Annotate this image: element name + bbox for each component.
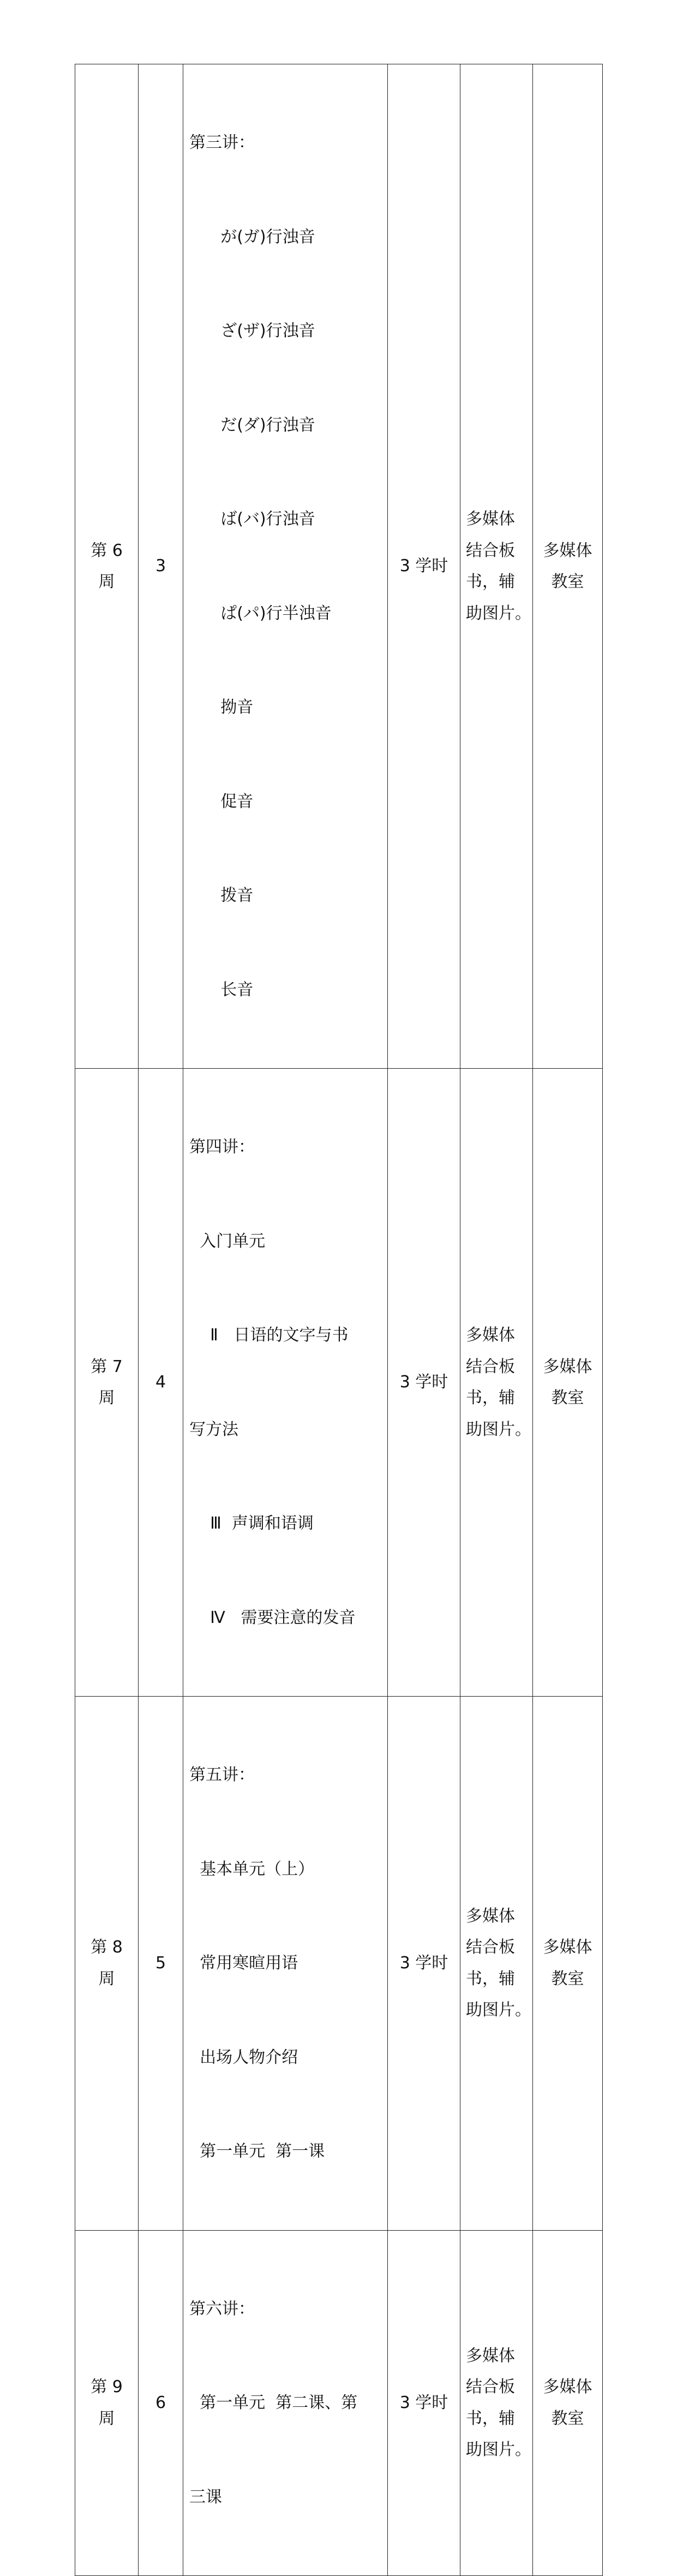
content-line: 基本单元（上） (189, 1859, 315, 1879)
content-line: 第四讲： (189, 1137, 255, 1157)
content-line: 第三讲： (189, 133, 255, 152)
content-line: だ(ダ)行浊音 (189, 415, 315, 435)
content-line: 常用寒暄用语 (189, 1954, 298, 1973)
content-line: 促音 (189, 792, 254, 811)
content-line: ぱ(パ)行半浊音 (189, 603, 332, 623)
content-cell (183, 2230, 388, 2576)
content-line: Ⅲ 声调和语调 (189, 1514, 314, 1533)
table-row (75, 64, 603, 1069)
content-line: 第六讲： (189, 2299, 255, 2319)
content-line: ば(バ)行浊音 (189, 510, 315, 529)
location-cell: 多媒体 教室 (533, 64, 603, 1069)
hours-cell: 3 学时 (388, 1697, 460, 2231)
content-cell (183, 1069, 388, 1697)
content-line: 入门单元 (189, 1231, 266, 1251)
content-line: 第一单元 第一课 (189, 2142, 325, 2161)
week-cell: 第 7 周 (75, 1069, 139, 1697)
schedule-table (75, 64, 603, 2576)
session-number-cell: 4 (139, 1069, 183, 1697)
session-number-cell: 3 (139, 64, 183, 1069)
week-cell: 第 9 周 (75, 2230, 139, 2576)
hours-cell: 3 学时 (388, 1069, 460, 1697)
content-line: 拨音 (189, 886, 254, 905)
content-line: Ⅳ 需要注意的发音 (189, 1608, 356, 1627)
content-line: 长音 (189, 980, 254, 999)
content-line: 拗音 (189, 698, 254, 717)
table-row (75, 1697, 603, 2231)
content-line: ざ(ザ)行浊音 (189, 321, 315, 340)
content-line: Ⅱ 日语的文字与书 (189, 1326, 349, 1345)
content-line: 第五讲： (189, 1765, 255, 1784)
content-line: 第一单元 第二课、第 (189, 2393, 358, 2412)
teaching-method-cell: 多媒体 结合板 书，辅 助图片。 (460, 64, 533, 1069)
hours-cell: 3 学时 (388, 2230, 460, 2576)
location-cell: 多媒体 教室 (533, 1069, 603, 1697)
teaching-method-cell: 多媒体 结合板 书，辅 助图片。 (460, 2230, 533, 2576)
teaching-method-cell: 多媒体 结合板 书，辅 助图片。 (460, 1697, 533, 2231)
teaching-method-cell: 多媒体 结合板 书，辅 助图片。 (460, 1069, 533, 1697)
session-number-cell: 6 (139, 2230, 183, 2576)
content-line: が(ガ)行浊音 (189, 227, 315, 247)
content-cell (183, 64, 388, 1069)
location-cell: 多媒体 教室 (533, 1697, 603, 2231)
content-line: 三课 (189, 2487, 222, 2507)
content-line: 写方法 (189, 1419, 238, 1439)
week-cell: 第 6 周 (75, 64, 139, 1069)
week-cell: 第 8 周 (75, 1697, 139, 2231)
session-number-cell: 5 (139, 1697, 183, 2231)
location-cell: 多媒体 教室 (533, 2230, 603, 2576)
table-row (75, 1069, 603, 1697)
table-row (75, 2230, 603, 2576)
content-line: 出场人物介绍 (189, 2047, 298, 2067)
content-cell (183, 1697, 388, 2231)
hours-cell: 3 学时 (388, 64, 460, 1069)
